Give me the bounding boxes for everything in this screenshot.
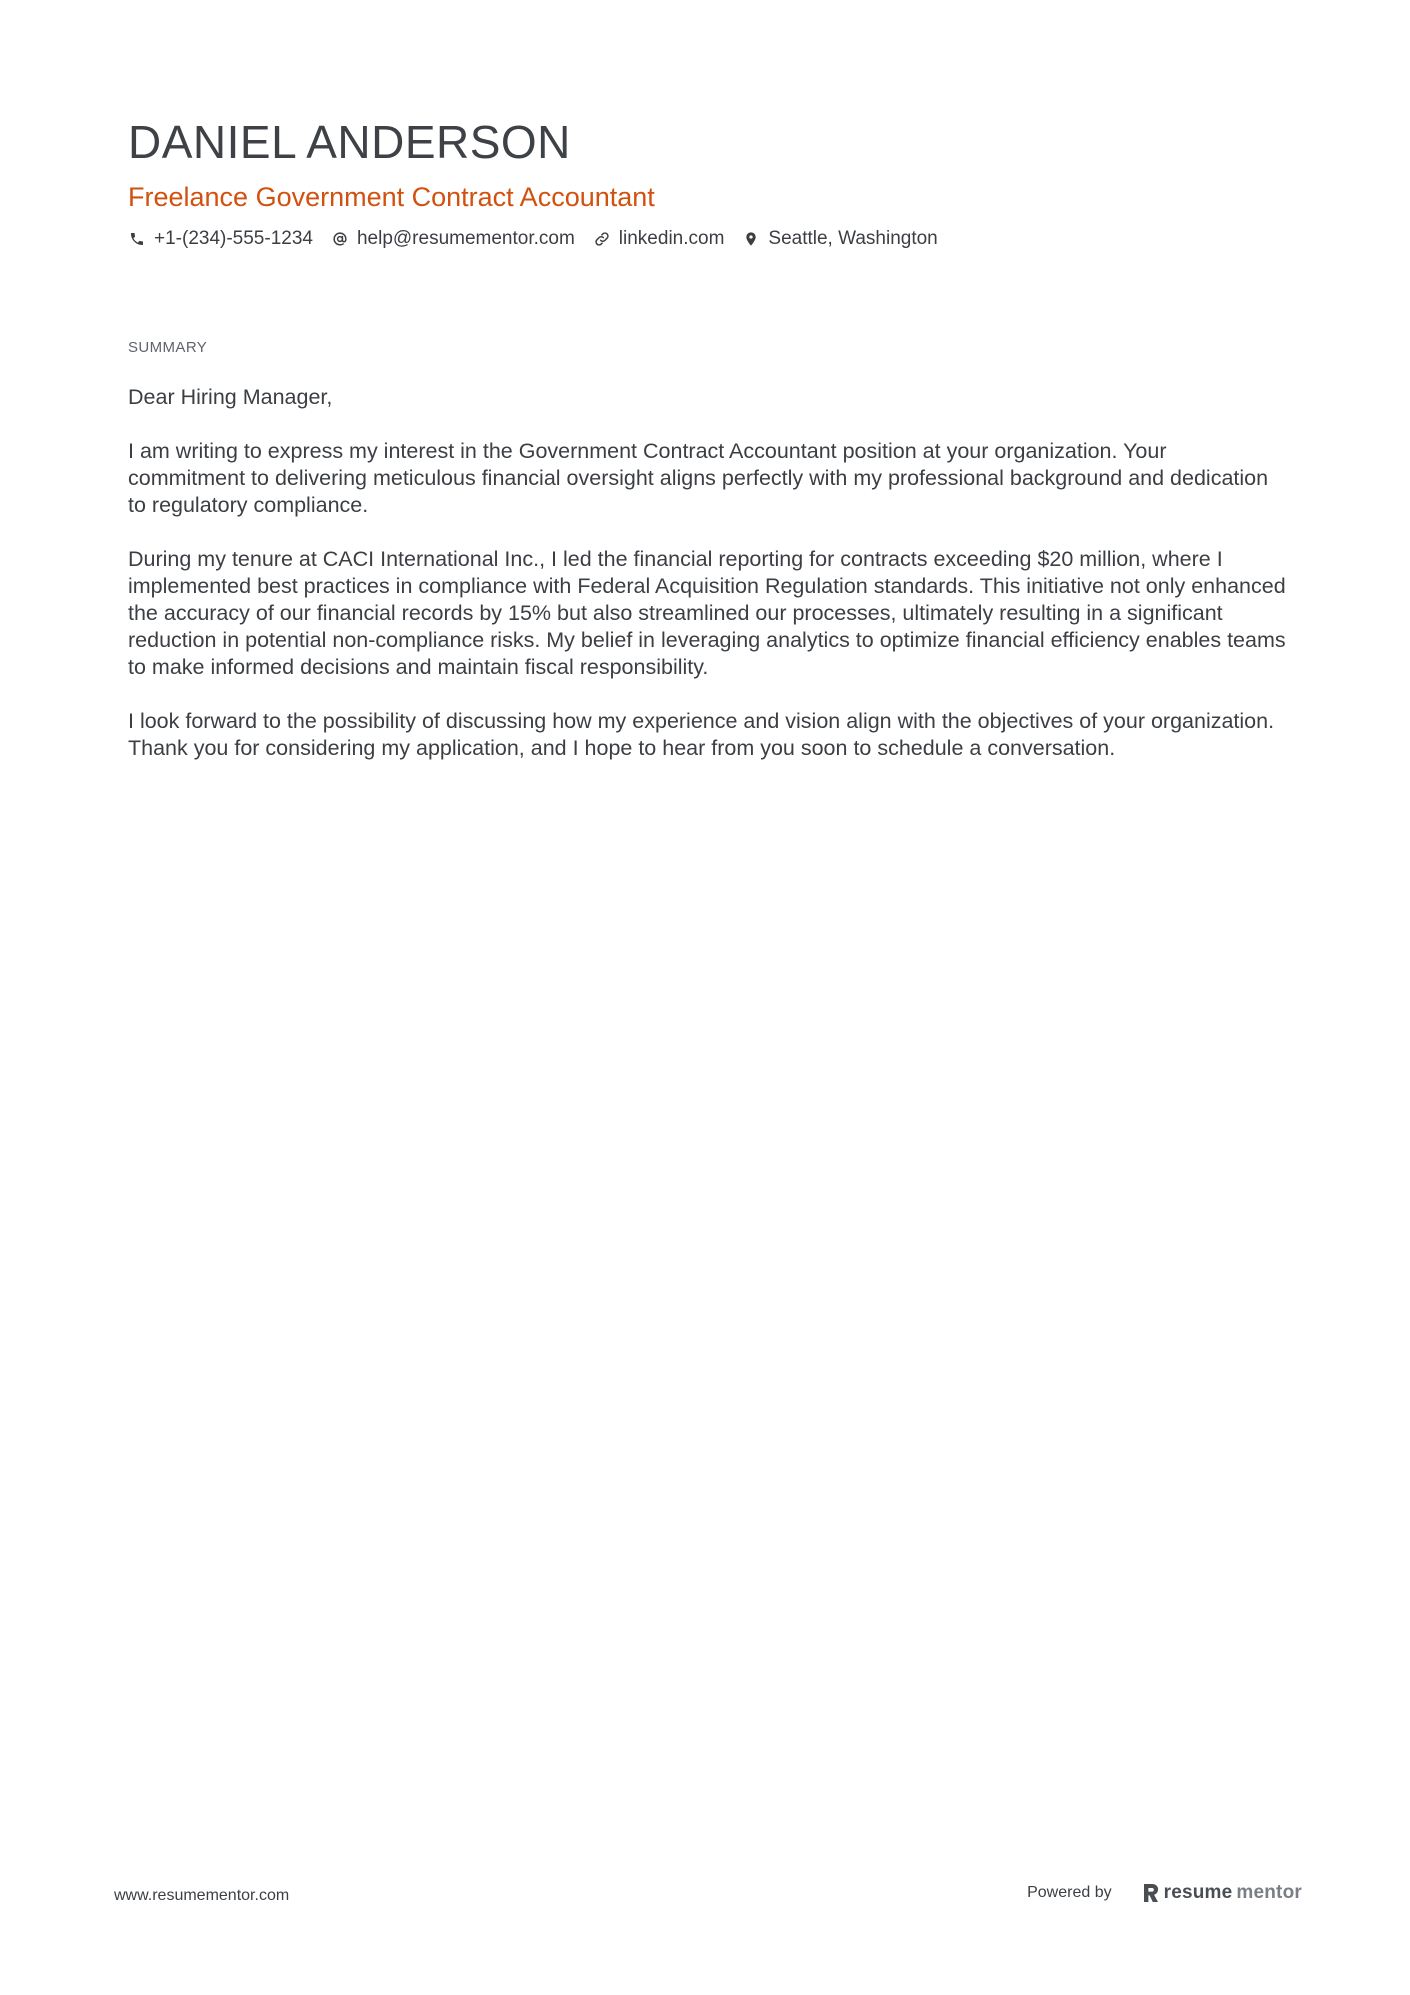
letter-paragraph: I look forward to the possibility of discussing how my experience and vision align with the objectives of your organization. Thank you for considering my application, and I hope to hear from you soon to schedule a conversation. [128, 709, 1275, 760]
contact-email[interactable] [331, 226, 575, 252]
location-pin-icon [742, 230, 760, 248]
contact-list [128, 226, 1288, 252]
link-icon [593, 230, 611, 248]
job-title: Freelance Government Contract Accountant [128, 182, 655, 212]
contact-phone [128, 226, 313, 252]
phone-icon [128, 230, 146, 248]
candidate-name: DANIEL ANDERSON [128, 116, 571, 168]
footer-website-link[interactable]: www.resumementor.com [114, 1887, 290, 1904]
logo-text-accent: mentor [1236, 1882, 1302, 1903]
contact-phone-text: +1-(234)-555-1234 [154, 228, 313, 249]
letter-body [128, 384, 1288, 789]
letter-salutation: Dear Hiring Manager, [128, 385, 333, 409]
footer-brand [1027, 1881, 1302, 1905]
letter-paragraph: I am writing to express my interest in the Government Contract Accountant position at your organization. Your commitment to delivering meticulous financial oversight aligns perfectly with my professional background and dedication to regulatory compliance. [128, 439, 1269, 517]
contact-email-text[interactable]: help@resumementor.com [356, 228, 575, 249]
section-label-summary: SUMMARY [128, 339, 208, 356]
contact-location-text: Seattle, Washington [768, 228, 938, 249]
logo-text-main: resume [1163, 1882, 1233, 1903]
at-icon [331, 230, 349, 248]
contact-location [742, 226, 937, 252]
resumementor-logo[interactable] [1142, 1881, 1302, 1905]
logo-mark-icon [1142, 1883, 1160, 1903]
letter-paragraph: During my tenure at CACI International Inc., I led the financial reporting for contracts exceeding $20 million, where I implemented best practices in compliance with Federal Acquisition Regulation standards. This initiative not only enhanced the accuracy of our financial records by 15% but also streamlined our processes, ultimately resulting in a significant reduction in potential non-compliance risks. My belief in leveraging analytics to optimize financial efficiency enables teams to make informed decisions and maintain fiscal responsibility. [128, 547, 1286, 679]
contact-linkedin-text[interactable]: linkedin.com [618, 228, 725, 249]
header [128, 112, 1288, 252]
powered-by-label: Powered by [1027, 1884, 1112, 1901]
contact-linkedin[interactable] [593, 226, 725, 252]
